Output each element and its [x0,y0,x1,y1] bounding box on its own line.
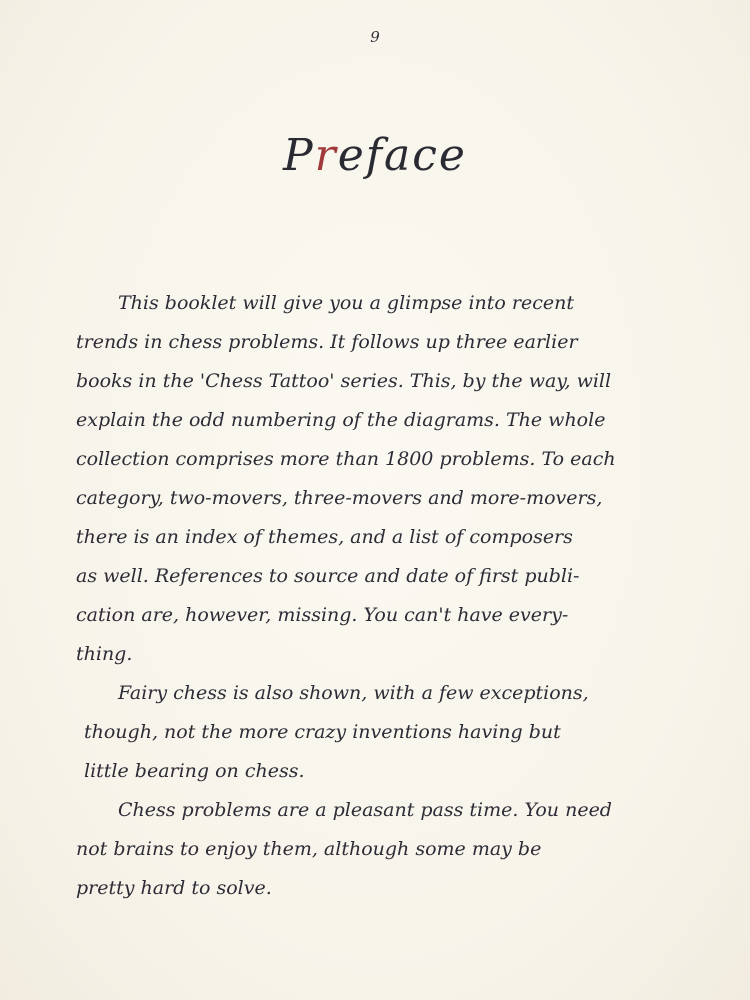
page-number: 9 [370,28,380,46]
text-line: books in the 'Chess Tattoo' series. This, by the way, will [76,370,612,392]
text-line: there is an index of themes, and a list of composers [76,526,573,548]
text-line: Fairy chess is also shown, with a few exceptions, [118,682,589,704]
text-line: Chess problems are a pleasant pass time. You need [118,799,612,821]
text-line: though, not the more crazy inventions having but [84,721,561,743]
page-title [0,130,750,181]
text-line: trends in chess problems. It follows up three earlier [76,331,578,353]
title-initial: P [283,130,315,181]
text-line: thing. [76,643,133,665]
text-line: not brains to enjoy them, although some may be [76,838,542,860]
text-line: collection comprises more than 1800 problems. To each [76,448,616,470]
text-line: pretty hard to solve. [76,877,272,899]
text-line: explain the odd numbering of the diagrams. The whole [76,409,606,431]
title-rest: eface [337,130,467,181]
preface-text [76,284,686,908]
text-line: as well. References to source and date of first publi- [76,565,580,587]
text-line: category, two-movers, three-movers and more-movers, [76,487,603,509]
text-line: This booklet will give you a glimpse into recent [118,292,574,314]
title-accent-letter: r [314,130,338,181]
text-line: cation are, however, missing. You can't have every- [76,604,569,626]
text-line: little bearing on chess. [84,760,305,782]
